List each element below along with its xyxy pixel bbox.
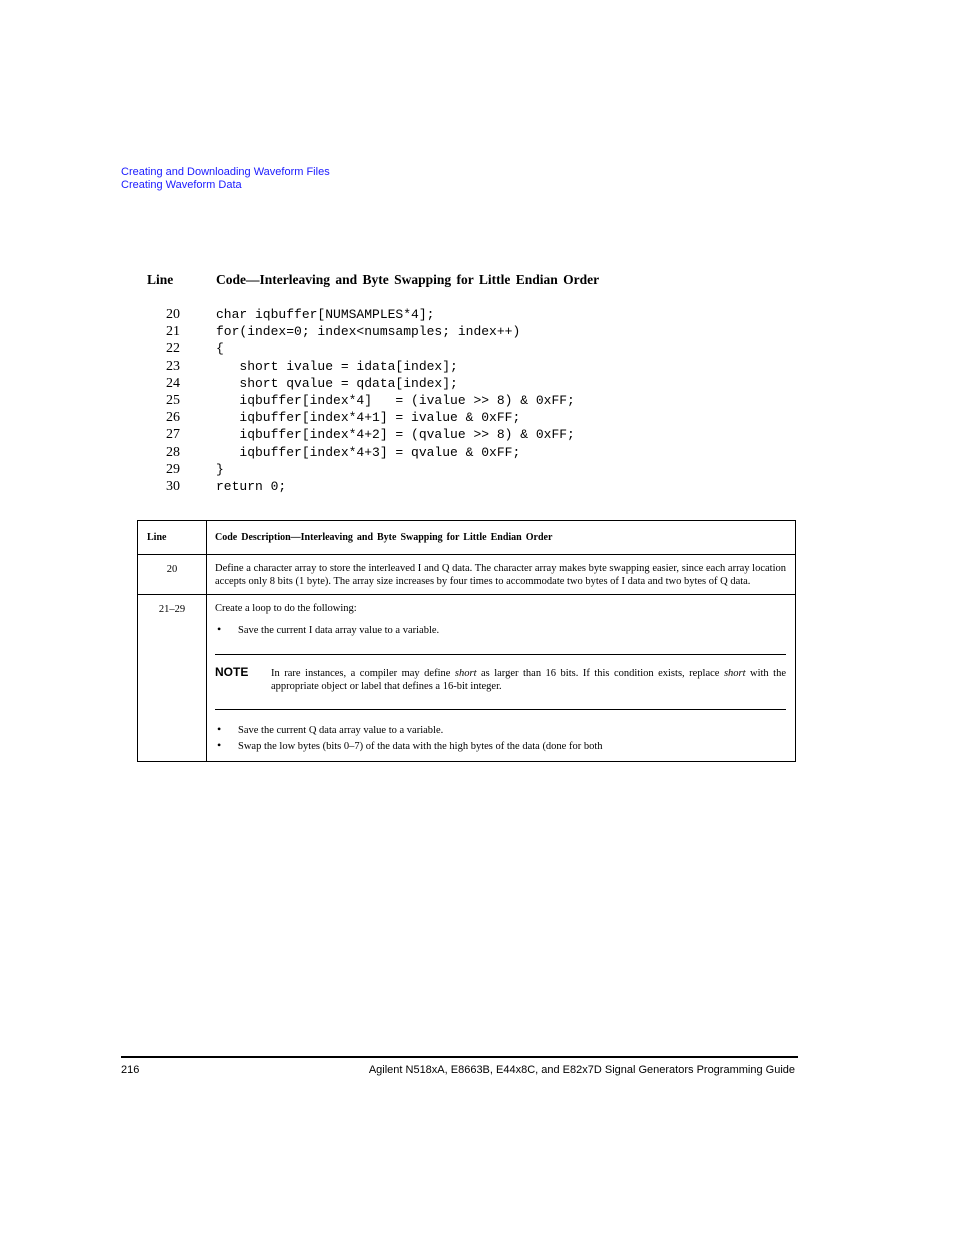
bullet-icon: • bbox=[217, 622, 222, 636]
bullet-list bbox=[215, 624, 786, 637]
code-text: { bbox=[216, 341, 224, 357]
note-emphasis: short bbox=[454, 668, 477, 679]
list-item bbox=[215, 724, 786, 737]
table-row bbox=[138, 555, 796, 595]
code-text: char iqbuffer[NUMSAMPLES*4]; bbox=[216, 307, 435, 322]
list-item-text: Swap the low bytes (bits 0–7) of the data with the high bytes of the data (done for both bbox=[238, 741, 603, 752]
table-cell-description: Define a character array to store the interleaved I and Q data. The character array makes byte swapping easier, since each array location accepts only 8 bits (1 byte). The array size increases by four times to accommodate two bytes of I data and two bytes of Q data. bbox=[207, 555, 796, 595]
code-text: iqbuffer[index*4+1] = ivalue & 0xFF; bbox=[216, 410, 521, 426]
bullet-list bbox=[215, 724, 786, 753]
line-number: 26 bbox=[166, 410, 180, 426]
note-box bbox=[215, 654, 786, 710]
code-text: iqbuffer[index*4] = (ivalue >> 8) & 0xFF; bbox=[216, 392, 575, 408]
line-number: 28 bbox=[166, 444, 180, 460]
note-label: NOTE bbox=[215, 665, 249, 679]
bullet-icon: • bbox=[217, 722, 222, 736]
line-number: 30 bbox=[166, 478, 180, 494]
breadcrumb-link-chapter[interactable]: Creating and Downloading Waveform Files bbox=[121, 166, 330, 178]
code-text: iqbuffer[index*4+3] = qvalue & 0xFF; bbox=[216, 444, 521, 460]
line-number: 25 bbox=[166, 392, 180, 408]
table-cell-description bbox=[207, 595, 796, 762]
breadcrumb-link-section[interactable]: Creating Waveform Data bbox=[121, 179, 242, 191]
note-text bbox=[271, 667, 786, 693]
line-number: 27 bbox=[166, 427, 180, 443]
code-text: for(index=0; index<numsamples; index++) bbox=[216, 324, 521, 340]
table-header-row bbox=[138, 521, 796, 555]
line-number: 20 bbox=[166, 307, 180, 322]
line-number: 29 bbox=[166, 461, 180, 477]
note-emphasis: short bbox=[723, 668, 746, 679]
list-item-text: Save the current Q data array value to a variable. bbox=[238, 725, 444, 736]
code-header-line-label: Line bbox=[147, 272, 174, 287]
code-text: short ivalue = idata[index]; bbox=[216, 358, 458, 374]
line-number: 23 bbox=[166, 358, 180, 374]
table-header-line: Line bbox=[138, 521, 207, 555]
document-title: Agilent N518xA, E8663B, E44x8C, and E82x7D Signal Generators Programming Guide bbox=[368, 1064, 795, 1076]
code-header-title: Code—Interleaving and Byte Swapping for Little Endian Order bbox=[216, 272, 600, 287]
page-number: 216 bbox=[121, 1064, 140, 1076]
code-text: } bbox=[216, 461, 224, 477]
note-text-part: In rare instances, a compiler may define bbox=[271, 668, 455, 679]
code-text: iqbuffer[index*4+2] = (qvalue >> 8) & 0xFF; bbox=[216, 427, 575, 443]
code-description-table bbox=[137, 520, 796, 762]
table-cell-line: 20 bbox=[138, 555, 207, 595]
table-row bbox=[138, 595, 796, 762]
list-item bbox=[215, 624, 786, 637]
list-item-text: Save the current I data array value to a variable. bbox=[238, 625, 440, 636]
list-item bbox=[215, 740, 786, 753]
line-number: 22 bbox=[166, 341, 180, 357]
table-header-description: Code Description—Interleaving and Byte Swapping for Little Endian Order bbox=[207, 521, 796, 555]
note-text-part: as larger than 16 bits. If this condition exists, replace bbox=[476, 668, 724, 679]
breadcrumb bbox=[121, 166, 330, 192]
bullet-icon: • bbox=[217, 738, 222, 752]
code-text: short qvalue = qdata[index]; bbox=[216, 375, 458, 391]
table-cell-line: 21–29 bbox=[138, 595, 207, 762]
line-number: 24 bbox=[166, 375, 180, 391]
line-number: 21 bbox=[166, 324, 180, 340]
footer-divider bbox=[121, 1056, 798, 1058]
note-text-part: with the appropriate object or label that defines a 16-bit integer. bbox=[271, 668, 787, 692]
code-text: return 0; bbox=[216, 478, 287, 494]
loop-intro: Create a loop to do the following: bbox=[215, 603, 357, 614]
